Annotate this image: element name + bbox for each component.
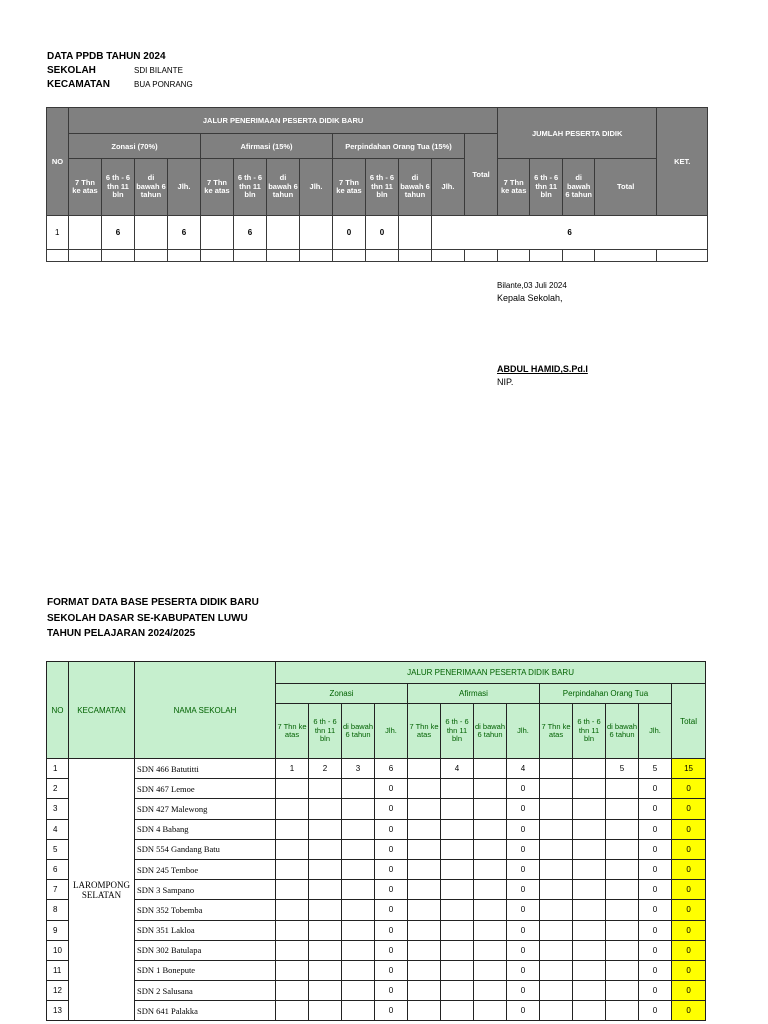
cell-p6 [573, 819, 606, 839]
col-7thn: 7 Thn ke atas [276, 704, 309, 759]
cell-zj: 0 [375, 799, 408, 819]
total-header: Total [672, 684, 706, 759]
cell-total: 0 [672, 920, 706, 940]
ppdb-summary-table [46, 107, 708, 262]
cell-total: 0 [672, 900, 706, 920]
cell-school-name: SDN 351 Lakloa [135, 920, 276, 940]
cell-aj: 0 [507, 819, 540, 839]
cell-ab [474, 960, 507, 980]
document-title: DATA PPDB TAHUN 2024 [47, 51, 166, 62]
cell-z6 [309, 839, 342, 859]
col-6th: 6 th - 6 thn 11 bln [234, 159, 267, 216]
table-row [47, 759, 706, 779]
cell-a6 [441, 900, 474, 920]
cell-zb [342, 900, 375, 920]
cell-ab [474, 819, 507, 839]
cell-total: 0 [672, 880, 706, 900]
cell-a7 [408, 759, 441, 779]
cell-pj: 0 [639, 981, 672, 1001]
cell-a6 [441, 799, 474, 819]
cell-pj: 0 [639, 940, 672, 960]
col-dibawah: di bawah 6 tahun [135, 159, 168, 216]
cell-z6 [309, 981, 342, 1001]
cell-a7 [408, 1001, 441, 1021]
cell-pb [606, 799, 639, 819]
cell-aj: 0 [507, 839, 540, 859]
ket-header: KET. [657, 108, 708, 216]
cell-p7 [540, 839, 573, 859]
cell-pb [399, 216, 432, 250]
cell-a7 [408, 981, 441, 1001]
cell-total: 0 [672, 960, 706, 980]
cell-pb [606, 940, 639, 960]
no-header: NO [47, 108, 69, 216]
cell-total: 0 [672, 839, 706, 859]
col-7thn: 7 Thn ke atas [540, 704, 573, 759]
cell-no: 3 [47, 799, 69, 819]
cell-school-name: SDN 245 Temboe [135, 859, 276, 879]
table-row [47, 960, 706, 980]
cell-z6 [309, 900, 342, 920]
cell-a7 [408, 900, 441, 920]
no-header: NO [47, 662, 69, 759]
zonasi-header: Zonasi [276, 684, 408, 704]
afirmasi-header: Afirmasi (15%) [201, 134, 333, 159]
cell-no: 2 [47, 779, 69, 799]
cell-z6 [309, 920, 342, 940]
cell-z6 [309, 859, 342, 879]
cell-a6 [441, 920, 474, 940]
cell-a6 [441, 859, 474, 879]
cell-z6: 6 [102, 216, 135, 250]
cell-total: 0 [672, 799, 706, 819]
cell-p6 [573, 960, 606, 980]
col-7thn: 7 Thn ke atas [498, 159, 530, 216]
cell-aj: 0 [507, 859, 540, 879]
col-jlh: Jlh. [639, 704, 672, 759]
cell-p6 [573, 799, 606, 819]
kecamatan-cell: LAROMPONG SELATAN [69, 759, 135, 1021]
cell-total: 0 [672, 819, 706, 839]
cell-zb [135, 216, 168, 250]
cell-zb [342, 799, 375, 819]
cell-z7 [276, 981, 309, 1001]
cell-a7 [408, 880, 441, 900]
format-subtitle: SEKOLAH DASAR SE-KABUPATEN LUWU [47, 612, 248, 624]
cell-zj: 0 [375, 940, 408, 960]
cell-pb [606, 900, 639, 920]
signature-name: ABDUL HAMID,S.Pd.I [497, 364, 588, 374]
col-jlh: Jlh. [432, 159, 465, 216]
cell-no: 4 [47, 819, 69, 839]
cell-pj: 0 [639, 920, 672, 940]
cell-z6: 2 [309, 759, 342, 779]
col-dibawah: di bawah 6 tahun [342, 704, 375, 759]
cell-zb [342, 940, 375, 960]
col-jlh: Jlh. [507, 704, 540, 759]
cell-ab [474, 779, 507, 799]
cell-zj: 6 [375, 759, 408, 779]
cell-pj: 0 [639, 799, 672, 819]
cell-z6 [309, 880, 342, 900]
cell-school-name: SDN 641 Palakka [135, 1001, 276, 1021]
table-row [47, 859, 706, 879]
col-dibawah: di bawah 6 tahun [606, 704, 639, 759]
col-jlh: Jlh. [375, 704, 408, 759]
cell-a6: 4 [441, 759, 474, 779]
jalur-header: JALUR PENERIMAAN PESERTA DIDIK BARU [69, 108, 498, 134]
cell-school-name: SDN 467 Lemoe [135, 779, 276, 799]
cell-zb [342, 839, 375, 859]
cell-pb [606, 1001, 639, 1021]
cell-school-name: SDN 427 Malewong [135, 799, 276, 819]
col-dibawah: di bawah 6 tahun [267, 159, 300, 216]
cell-z7 [276, 859, 309, 879]
cell-z7 [69, 216, 102, 250]
cell-aj: 0 [507, 1001, 540, 1021]
cell-aj: 0 [507, 880, 540, 900]
district-row [47, 78, 193, 92]
cell-z7 [276, 1001, 309, 1021]
cell-z7 [276, 960, 309, 980]
total-header: Total [465, 134, 498, 216]
format-header [47, 595, 259, 642]
col-jlh: Jlh. [168, 159, 201, 216]
table-row [47, 819, 706, 839]
table-row [47, 920, 706, 940]
cell-ab [474, 799, 507, 819]
cell-p6 [573, 759, 606, 779]
cell-z6 [309, 960, 342, 980]
table-row [47, 799, 706, 819]
cell-a7 [408, 940, 441, 960]
cell-a7 [408, 920, 441, 940]
cell-ab [474, 859, 507, 879]
cell-school-name: SDN 3 Sampano [135, 880, 276, 900]
cell-zb [342, 981, 375, 1001]
cell-pb [606, 839, 639, 859]
col-dibawah: di bawah 6 tahun [563, 159, 595, 216]
col-6th: 6 th - 6 thn 11 bln [366, 159, 399, 216]
cell-p6 [573, 779, 606, 799]
perpindahan-header: Perpindahan Orang Tua [540, 684, 672, 704]
table-row [47, 981, 706, 1001]
cell-aj: 0 [507, 799, 540, 819]
cell-zb [342, 880, 375, 900]
cell-z7: 1 [276, 759, 309, 779]
cell-z6 [309, 1001, 342, 1021]
col-6th: 6 th - 6 thn 11 bln [441, 704, 474, 759]
cell-a6 [441, 839, 474, 859]
cell-no: 8 [47, 900, 69, 920]
cell-aj [300, 216, 333, 250]
col-dibawah: di bawah 6 tahun [474, 704, 507, 759]
cell-z7 [276, 819, 309, 839]
cell-p7 [540, 920, 573, 940]
col-7thn: 7 Thn ke atas [69, 159, 102, 216]
cell-p7 [540, 859, 573, 879]
cell-jumlah: 6 [432, 216, 708, 250]
cell-no: 1 [47, 759, 69, 779]
cell-pj: 0 [639, 859, 672, 879]
cell-no: 6 [47, 859, 69, 879]
cell-ab [474, 759, 507, 779]
cell-z7 [276, 799, 309, 819]
cell-p6 [573, 859, 606, 879]
cell-a6 [441, 981, 474, 1001]
cell-a6 [441, 1001, 474, 1021]
cell-z7 [276, 880, 309, 900]
table-row [47, 250, 708, 262]
cell-pj: 0 [639, 1001, 672, 1021]
cell-no: 12 [47, 981, 69, 1001]
table-row [47, 839, 706, 859]
cell-zb [342, 859, 375, 879]
cell-no: 7 [47, 880, 69, 900]
cell-a7 [408, 779, 441, 799]
cell-p6 [573, 900, 606, 920]
cell-pb [606, 859, 639, 879]
cell-pb [606, 981, 639, 1001]
cell-z6 [309, 819, 342, 839]
cell-p6: 0 [366, 216, 399, 250]
cell-zj: 6 [168, 216, 201, 250]
cell-school-name: SDN 1 Bonepute [135, 960, 276, 980]
cell-p7 [540, 940, 573, 960]
cell-zb [342, 779, 375, 799]
cell-p7 [540, 960, 573, 980]
col-jlh: Jlh. [300, 159, 333, 216]
signature-nip: NIP. [497, 377, 514, 387]
cell-p7 [540, 1001, 573, 1021]
cell-ab [474, 940, 507, 960]
cell-p7 [540, 759, 573, 779]
cell-z6 [309, 940, 342, 960]
cell-school-name: SDN 302 Batulapa [135, 940, 276, 960]
table-row [47, 900, 706, 920]
cell-a6 [441, 960, 474, 980]
cell-pj: 0 [639, 880, 672, 900]
col-total: Total [595, 159, 657, 216]
cell-p6 [573, 981, 606, 1001]
cell-z6 [309, 779, 342, 799]
cell-ab [267, 216, 300, 250]
cell-pb [606, 920, 639, 940]
cell-p7 [540, 900, 573, 920]
cell-ab [474, 1001, 507, 1021]
cell-school-name: SDN 352 Tobemba [135, 900, 276, 920]
cell-aj: 0 [507, 779, 540, 799]
cell-a7 [408, 799, 441, 819]
cell-zb [342, 960, 375, 980]
cell-zj: 0 [375, 1001, 408, 1021]
cell-aj: 0 [507, 960, 540, 980]
col-dibawah: di bawah 6 tahun [399, 159, 432, 216]
cell-p7 [540, 779, 573, 799]
cell-zj: 0 [375, 981, 408, 1001]
cell-no: 9 [47, 920, 69, 940]
cell-p6 [573, 940, 606, 960]
col-6th: 6 th - 6 thn 11 bln [309, 704, 342, 759]
cell-pb [606, 960, 639, 980]
cell-p6 [573, 1001, 606, 1021]
cell-total: 0 [672, 981, 706, 1001]
cell-a6: 6 [234, 216, 267, 250]
cell-zj: 0 [375, 920, 408, 940]
cell-pj: 0 [639, 819, 672, 839]
zonasi-header: Zonasi (70%) [69, 134, 201, 159]
cell-school-name: SDN 4 Babang [135, 819, 276, 839]
cell-school-name: SDN 554 Gandang Batu [135, 839, 276, 859]
cell-zj: 0 [375, 819, 408, 839]
cell-pb [606, 779, 639, 799]
col-7thn: 7 Thn ke atas [408, 704, 441, 759]
cell-a7 [201, 216, 234, 250]
cell-no: 11 [47, 960, 69, 980]
cell-a7 [408, 960, 441, 980]
cell-total: 0 [672, 859, 706, 879]
cell-zj: 0 [375, 960, 408, 980]
cell-ab [474, 880, 507, 900]
cell-no: 5 [47, 839, 69, 859]
cell-p7 [540, 981, 573, 1001]
cell-z7 [276, 779, 309, 799]
cell-zj: 0 [375, 880, 408, 900]
cell-no: 10 [47, 940, 69, 960]
cell-a6 [441, 819, 474, 839]
cell-zj: 0 [375, 779, 408, 799]
cell-no: 1 [47, 216, 69, 250]
cell-school-name: SDN 2 Salusana [135, 981, 276, 1001]
district-label: KECAMATAN [47, 79, 110, 90]
table-row [47, 880, 706, 900]
cell-pj: 0 [639, 900, 672, 920]
cell-zj: 0 [375, 839, 408, 859]
kecamatan-header: KECAMATAN [69, 662, 135, 759]
cell-school-name: SDN 466 Batutitti [135, 759, 276, 779]
cell-p6 [573, 880, 606, 900]
col-6th: 6 th - 6 thn 11 bln [530, 159, 563, 216]
format-year: TAHUN PELAJARAN 2024/2025 [47, 628, 196, 639]
cell-z7 [276, 900, 309, 920]
cell-total: 0 [672, 940, 706, 960]
col-6th: 6 th - 6 thn 11 bln [102, 159, 135, 216]
district-value: BUA PONRANG [134, 80, 193, 89]
cell-pj: 0 [639, 779, 672, 799]
jumlah-header: JUMLAH PESERTA DIDIK [498, 108, 657, 159]
cell-total: 15 [672, 759, 706, 779]
cell-pb [606, 819, 639, 839]
school-row [47, 64, 193, 78]
table-row [47, 779, 706, 799]
cell-total: 0 [672, 1001, 706, 1021]
school-name-header: NAMA SEKOLAH [135, 662, 276, 759]
cell-aj: 4 [507, 759, 540, 779]
jalur-header: JALUR PENERIMAAN PESERTA DIDIK BARU [276, 662, 706, 684]
cell-p7 [540, 799, 573, 819]
cell-aj: 0 [507, 920, 540, 940]
database-table [46, 661, 706, 1021]
table-row [47, 940, 706, 960]
cell-pb: 5 [606, 759, 639, 779]
cell-ab [474, 981, 507, 1001]
cell-pj: 5 [639, 759, 672, 779]
cell-pj: 0 [639, 839, 672, 859]
signature-role: Kepala Sekolah, [497, 293, 563, 303]
cell-aj: 0 [507, 940, 540, 960]
signature-place-date: Bilante,03 Juli 2024 [497, 281, 567, 290]
table-row [47, 1001, 706, 1021]
table-row [47, 216, 708, 250]
cell-p6 [573, 920, 606, 940]
col-6th: 6 th - 6 thn 11 bln [573, 704, 606, 759]
cell-z6 [309, 799, 342, 819]
cell-zj: 0 [375, 900, 408, 920]
cell-a7 [408, 819, 441, 839]
cell-p6 [573, 839, 606, 859]
cell-p7 [540, 880, 573, 900]
school-label: SEKOLAH [47, 65, 96, 76]
cell-ab [474, 920, 507, 940]
cell-z7 [276, 940, 309, 960]
cell-pj: 0 [639, 960, 672, 980]
cell-ab [474, 900, 507, 920]
format-title: FORMAT DATA BASE PESERTA DIDIK BARU [47, 597, 259, 608]
afirmasi-header: Afirmasi [408, 684, 540, 704]
cell-a6 [441, 779, 474, 799]
cell-no: 13 [47, 1001, 69, 1021]
col-7thn: 7 Thn ke atas [333, 159, 366, 216]
school-value: SDI BILANTE [134, 66, 183, 75]
document-header [47, 50, 193, 92]
cell-ab [474, 839, 507, 859]
cell-total: 0 [672, 779, 706, 799]
cell-aj: 0 [507, 900, 540, 920]
cell-p7 [540, 819, 573, 839]
cell-zb: 3 [342, 759, 375, 779]
cell-z7 [276, 839, 309, 859]
perpindahan-header: Perpindahan Orang Tua (15%) [333, 134, 465, 159]
cell-p7: 0 [333, 216, 366, 250]
cell-a7 [408, 839, 441, 859]
cell-zb [342, 819, 375, 839]
cell-zb [342, 1001, 375, 1021]
cell-pb [606, 880, 639, 900]
cell-zj: 0 [375, 859, 408, 879]
cell-a7 [408, 859, 441, 879]
col-7thn: 7 Thn ke atas [201, 159, 234, 216]
cell-a6 [441, 940, 474, 960]
cell-aj: 0 [507, 981, 540, 1001]
cell-a6 [441, 880, 474, 900]
cell-zb [342, 920, 375, 940]
cell-z7 [276, 920, 309, 940]
